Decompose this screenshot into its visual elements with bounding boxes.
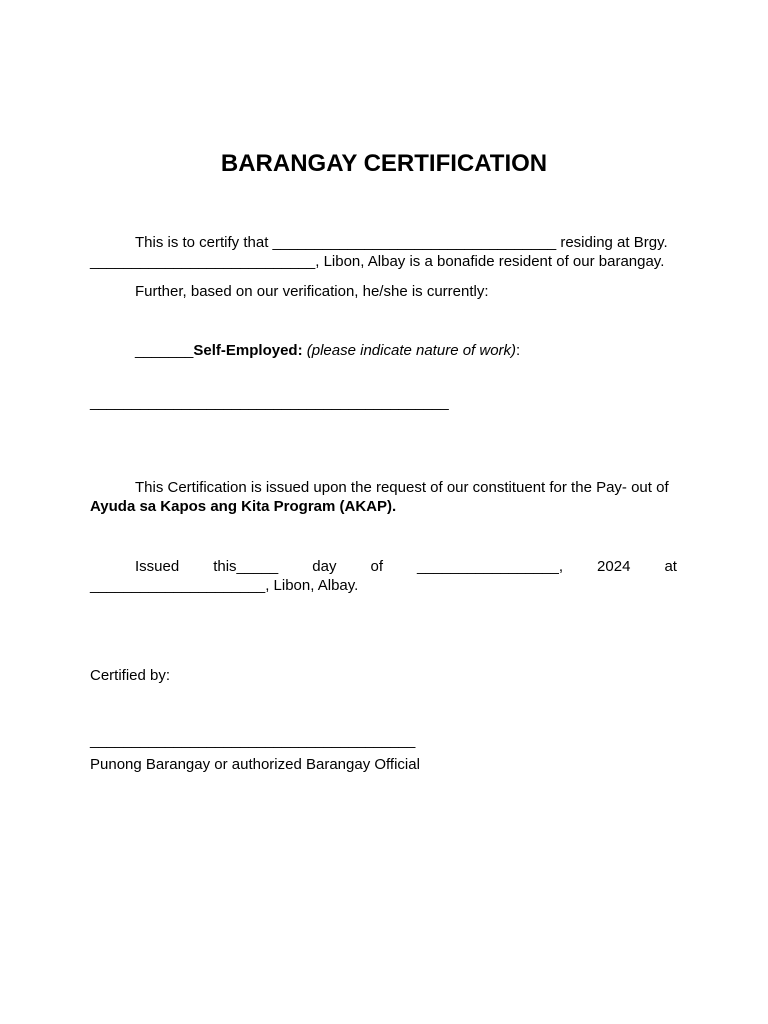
request-text: This Certification is issued upon the request of our constituent for the Pay- out of (135, 479, 669, 496)
self-employed-blank: _______ (135, 342, 194, 359)
document-title: BARANGAY CERTIFICATION (220, 150, 548, 177)
issued-paragraph (90, 557, 677, 595)
certify-line-1: This is to certify that __________________________________ residing at Brgy. (135, 234, 668, 251)
issued-word: at (664, 558, 677, 575)
issued-word: _________________, (417, 558, 564, 575)
signature-line: _______________________________________ (90, 732, 416, 749)
self-employed-note: (please indicate nature of work) (306, 342, 517, 359)
issued-word: this_____ (213, 558, 279, 575)
certify-line-2: ___________________________, Libon, Albay is a bonafide resident of our barangay. (90, 253, 665, 270)
issued-word: day (312, 558, 337, 575)
issued-word: of (370, 558, 384, 575)
program-name: Ayuda sa Kapos ang Kita Program (AKAP). (90, 498, 397, 515)
self-employed-label: Self-Employed: (193, 342, 303, 359)
issued-line-2: _____________________, Libon, Albay. (90, 577, 359, 594)
self-employed-colon: : (516, 342, 521, 359)
self-employed-line (90, 341, 677, 360)
certified-by-label: Certified by: (90, 667, 171, 684)
issued-word: Issued (135, 558, 180, 575)
work-nature-line: ___________________________________________ (90, 394, 449, 411)
issued-word: 2024 (597, 558, 631, 575)
verification-paragraph: Further, based on our verification, he/she is currently: (135, 283, 489, 300)
certify-paragraph (90, 233, 677, 271)
request-paragraph (90, 478, 677, 516)
signatory-title: Punong Barangay or authorized Barangay Official (90, 756, 420, 773)
issued-line-1 (90, 557, 677, 576)
